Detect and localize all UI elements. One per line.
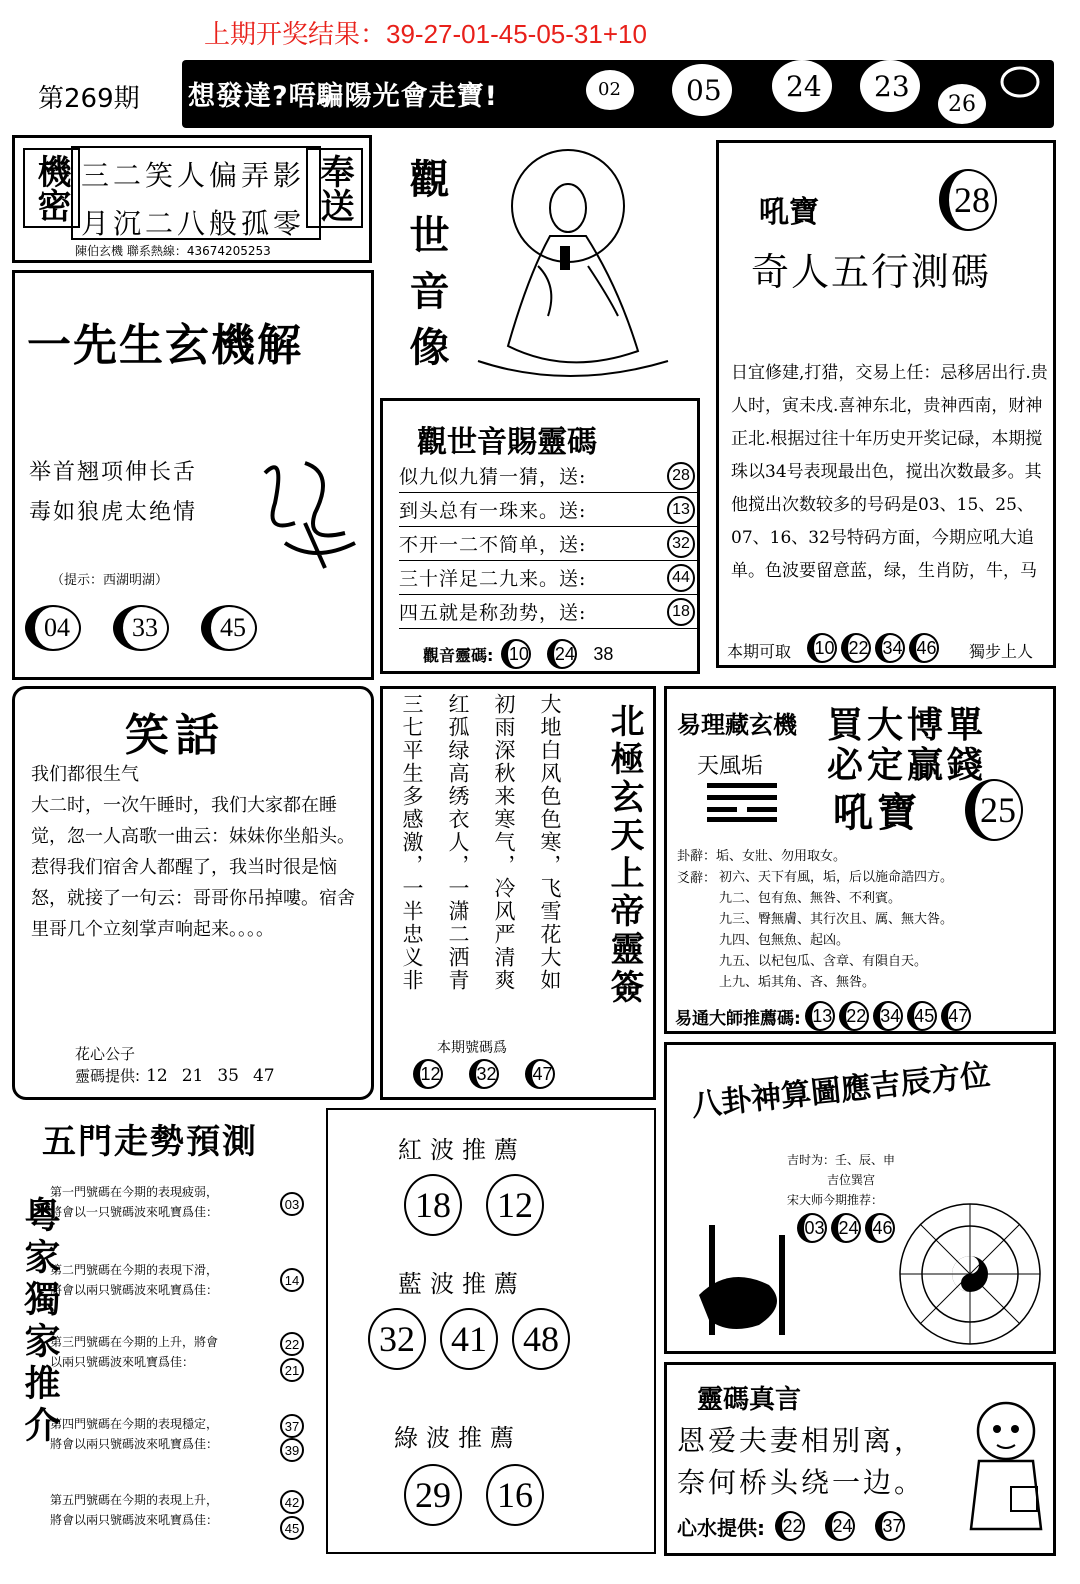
- wumen-num: 22: [280, 1332, 304, 1356]
- bagua-box: [664, 1042, 1056, 1354]
- code-row-num: 28: [667, 462, 695, 490]
- yixiansheng-hint: （提示：西湖明湖）: [51, 573, 169, 588]
- beiji-nums: [413, 1059, 559, 1089]
- wuxing-num-2: 22: [841, 633, 871, 663]
- jimi-line2: 月沉二八般孤零: [81, 207, 306, 240]
- wumen-num: 37: [280, 1414, 304, 1438]
- banner-ball-2: 05: [686, 74, 722, 107]
- yili-gua-name: 天風垢: [697, 754, 764, 779]
- bo-blue-num-3: 48: [512, 1308, 570, 1370]
- bo-green-num-1: 29: [404, 1464, 462, 1526]
- lingma-box: [664, 1362, 1056, 1556]
- bo-blue-title: 藍波推薦: [398, 1270, 526, 1298]
- wumen-row-l1: 第三門號碼在今期的上升，將會: [50, 1335, 219, 1349]
- wumen-row-l2: 將會以兩只號碼波來吼寶爲佳：: [50, 1283, 219, 1297]
- wumen-row-l2: 以兩只號碼波來吼寶爲佳：: [50, 1355, 195, 1369]
- yili-yao-label: 爻辭：: [677, 871, 717, 886]
- code-row-num: 32: [667, 530, 695, 558]
- wumen-row: [50, 1260, 320, 1332]
- bo-green-nums: [398, 1464, 544, 1526]
- wumen-row-l2: 將會以兩只號碼波來吼寶爲佳：: [50, 1513, 219, 1527]
- wuxing-title: 奇人五行測碼: [751, 250, 992, 294]
- joke-box: [12, 686, 374, 1100]
- wumen-row-l1: 第五門號碼在今期的表現上升，: [50, 1493, 219, 1507]
- last-result-value: 39-27-01-45-05-31+10: [386, 19, 647, 49]
- wumen-num: 03: [280, 1192, 304, 1216]
- yixiansheng-title: 一先生玄機解: [27, 320, 303, 371]
- jimi-right-tag: 奉送: [306, 148, 363, 228]
- banner-slogan: 想發達?唔騙陽光會走寶!: [188, 81, 498, 112]
- lingma-footer: [677, 1511, 909, 1541]
- wumen-row-l1: 第四門號碼在今期的表現穩定，: [50, 1417, 219, 1431]
- yili-num-1: 13: [805, 1001, 835, 1031]
- last-result-label: 上期开奖结果：: [204, 20, 387, 50]
- joke-num-2: 21: [181, 1065, 204, 1086]
- beiji-num-1: 12: [413, 1059, 443, 1089]
- joke-body: 我们都很生气 大二时，一次午睡时，我们大家都在睡觉，忽一人高歌一曲云：妹妹你坐船头。惹得我们宿舍人都醒了，我当时很是恼怒，就接了一句云：哥哥你吊掉嘍。宿舍里哥几个立刻掌声响起来。。。。: [31, 764, 355, 940]
- wumen-row: [50, 1490, 320, 1550]
- beiji-footer-label: 本期號碼爲: [437, 1040, 507, 1056]
- code-row-text: 三十洋足二九来。送:: [399, 568, 587, 590]
- beiji-column-4: 三七平生多感激，一半忠义非: [400, 693, 424, 992]
- banner-ball-3: 24: [786, 70, 822, 103]
- bo-red-nums: [398, 1174, 544, 1236]
- yixiansheng-ball-2: 33: [113, 605, 169, 651]
- wumen-num: 42: [280, 1490, 304, 1514]
- code-row-num: 18: [667, 598, 695, 626]
- guanyin-figure-image: [468, 146, 678, 386]
- joke-nums: [75, 1065, 275, 1086]
- jimi-left-tag: 機密: [23, 148, 80, 228]
- yixiansheng-ball-1: 04: [25, 605, 81, 651]
- joke-num-4: 47: [252, 1065, 275, 1086]
- wuxing-footer-sign: 獨步上人: [969, 642, 1034, 661]
- code-row: [399, 493, 699, 527]
- lingma-line2: 奈何桥头绕一边。: [677, 1466, 926, 1499]
- yili-footer-label: 易通大師推薦碼:: [675, 1008, 801, 1029]
- bagua-nums: [797, 1213, 899, 1243]
- wumen-row: [50, 1414, 320, 1490]
- wuxing-body: 日宜修建,打猎，交易上任：忌移居出行.贵人时，寅未戌.喜神东北，贵神西南，财神正北.根据过往十年历史开奖记碌，本期搅珠以34号表现最出色，搅出次数最多。其他搅出次数较多的号码是03、15、25、07、16、32号特码方面，今期应吼大追单。色波要留意蓝，绿，生肖防，牛，马: [731, 363, 1048, 581]
- beiji-side-title: 北極玄天上帝靈簽: [604, 703, 644, 1007]
- wumen-side-title: 粵家獨家推介: [19, 1196, 60, 1448]
- monk-cartoon-image: [961, 1391, 1051, 1531]
- beiji-columns: [389, 693, 573, 1033]
- beiji-column-1: 大地白风色色寒，飞雪花大如: [538, 693, 562, 992]
- joke-title: 笑話: [125, 710, 225, 761]
- code-row: [399, 561, 699, 595]
- yili-yao-list: [719, 867, 953, 993]
- bo-red-title: 紅波推薦: [398, 1136, 526, 1164]
- bo-blue-num-2: 41: [440, 1308, 498, 1370]
- wumen-num: 14: [280, 1268, 304, 1292]
- bo-green-num-2: 16: [486, 1464, 544, 1526]
- yili-num-4: 45: [907, 1001, 937, 1031]
- wuxing-hou-bao: 吼寶: [759, 195, 819, 230]
- bo-blue-nums: [368, 1308, 570, 1370]
- yao-line: 九四、包無魚、起凶。: [719, 933, 850, 948]
- lingma-provide-label: 心水提供:: [677, 1515, 765, 1540]
- yili-footer: [675, 1001, 975, 1031]
- wumen-row-l2: 將會以兩只號碼波來吼寶爲佳：: [50, 1437, 219, 1451]
- yili-hou-bao: 吼寶: [833, 790, 921, 836]
- code-row-text: 到头总有一珠来。送:: [399, 500, 587, 522]
- bo-green-title: 綠波推薦: [394, 1424, 522, 1452]
- jimi-contact: 陳伯玄機 聯系熱線：43674205253: [75, 244, 271, 258]
- guanyin-footer-num-2: 24: [547, 639, 577, 669]
- wumen-rows: [50, 1182, 320, 1550]
- code-row-num: 13: [667, 496, 695, 524]
- jimi-box: [12, 135, 372, 263]
- guanyin-codes-rows: [399, 459, 699, 629]
- yixiansheng-balls: [25, 605, 257, 651]
- yao-line: 九三、臀無膚、其行次且、厲、無大咎。: [719, 912, 954, 927]
- wumen-row: [50, 1182, 320, 1260]
- yili-num-2: 22: [839, 1001, 869, 1031]
- yili-big1: 買大博單: [827, 705, 988, 746]
- guanyin-footer-num-3: 38: [593, 643, 614, 664]
- lingma-line1: 恩爱夫妻相别离，: [677, 1424, 926, 1457]
- guanyin-codes-footer-label: 觀音靈碼:: [423, 645, 494, 665]
- code-row-text: 不开一二不简单，送:: [399, 534, 587, 556]
- wuxing-footer-nums: [807, 633, 943, 663]
- joke-num-1: 12: [146, 1065, 168, 1086]
- wumen-title: 五門走勢預測: [42, 1122, 258, 1162]
- wumen-num: 21: [280, 1358, 304, 1382]
- issue-number: 第269期: [38, 84, 140, 114]
- code-row: [399, 459, 699, 493]
- bagua-num-2: 24: [831, 1213, 861, 1243]
- yili-hou-num: 25: [965, 779, 1023, 841]
- banner-ball-1: 02: [598, 79, 621, 100]
- bo-blue-num-1: 32: [368, 1308, 426, 1370]
- wumen-row-l2: 將會以一只號碼波來吼寶爲佳：: [50, 1205, 219, 1219]
- guanyin-codes-footer: [423, 639, 613, 669]
- code-row-text: 似九似九猜一猜，送:: [399, 466, 587, 488]
- banner-ball-4: 23: [874, 70, 910, 103]
- yili-left-title: 易理藏玄機: [677, 711, 797, 739]
- bagua-diagram-image: [895, 1199, 1045, 1349]
- bagua-line1: 吉时为：壬、辰、申: [787, 1153, 896, 1167]
- guanyin-codes-title: 觀世音賜靈碼: [417, 425, 597, 460]
- yixiansheng-poem-1: 举首翘项伸长舌: [29, 460, 198, 485]
- wuxing-num-1: 10: [807, 633, 837, 663]
- joke-sign: 花心公子: [75, 1045, 136, 1063]
- bagua-num-3: 46: [865, 1213, 895, 1243]
- beiji-column-3: 红孤绿高绣衣人，一潇二洒青: [446, 693, 470, 992]
- wumen-num: 39: [280, 1438, 304, 1462]
- yili-gua-ci: 卦辭：垢、女壯、勿用取女。: [677, 849, 847, 864]
- code-row-text: 四五就是称劲势，送:: [399, 602, 587, 624]
- lingma-title: 靈碼真言: [697, 1385, 802, 1415]
- joke-provide-label: 靈碼提供:: [75, 1067, 141, 1085]
- wuxing-num-3: 34: [875, 633, 905, 663]
- beiji-column-2: 初雨深秋来寒气，冷风严清爽: [492, 693, 516, 992]
- wumen-row-l1: 第一門號碼在今期的表現疲弱，: [50, 1185, 219, 1199]
- wuxing-footer-label: 本期可取: [727, 642, 792, 661]
- yili-num-5: 47: [941, 1001, 971, 1031]
- last-result: [204, 14, 647, 51]
- lingma-num-1: 22: [775, 1511, 805, 1541]
- gua-symbol-icon: [707, 783, 777, 823]
- ox-figure-image: [689, 1225, 799, 1345]
- code-row: [399, 527, 699, 561]
- yao-line: 上九、垢其角、吝、無咎。: [719, 975, 876, 990]
- handwriting-image: [245, 443, 365, 573]
- yao-line: 九五、以杞包瓜、含章、有隕自天。: [719, 954, 928, 969]
- lingma-num-3: 37: [875, 1511, 905, 1541]
- wumen-row: [50, 1332, 320, 1414]
- yili-big2: 必定贏錢: [827, 745, 988, 786]
- bagua-title: 八卦神算圖應吉辰方位: [689, 1057, 992, 1124]
- code-row-num: 44: [667, 564, 695, 592]
- bo-red-num-2: 12: [486, 1174, 544, 1236]
- bo-box: [326, 1108, 656, 1554]
- wumen-row-l1: 第二門號碼在今期的表現下滑，: [50, 1263, 219, 1277]
- yixiansheng-ball-3: 45: [201, 605, 257, 651]
- yao-line: 九二、包有魚、無咎、不利賓。: [719, 891, 902, 906]
- jimi-line1: 三二笑人偏弄影: [81, 159, 306, 192]
- guanyin-footer-num-1: 10: [501, 639, 531, 669]
- guanyin-codes-box: [380, 398, 700, 674]
- yixiansheng-poem-2: 毒如狼虎太绝情: [29, 500, 198, 525]
- banner-ball-5: 26: [948, 92, 976, 117]
- yao-line: 初六、天下有風，垢，后以施命誥四方。: [719, 870, 954, 885]
- wuxing-num-4: 46: [909, 633, 939, 663]
- yixiansheng-box: [12, 270, 374, 680]
- wumen-num: 45: [280, 1516, 304, 1540]
- beiji-num-3: 47: [525, 1059, 555, 1089]
- bagua-line3: 宋大师今期推荐：: [787, 1193, 884, 1207]
- bagua-line2: 吉位巽宫: [827, 1173, 876, 1187]
- beiji-num-2: 32: [469, 1059, 499, 1089]
- wuxing-box: [716, 140, 1056, 668]
- code-row: [399, 595, 699, 629]
- yili-box: [664, 686, 1056, 1034]
- wumen-section: [12, 1106, 318, 1576]
- wuxing-hou-num: 28: [939, 169, 997, 231]
- bo-red-num-1: 18: [404, 1174, 462, 1236]
- joke-num-3: 35: [217, 1065, 239, 1086]
- yili-num-3: 34: [873, 1001, 903, 1031]
- guanyin-vertical-title: 觀世音像: [403, 158, 450, 382]
- bagua-num-1: 03: [797, 1213, 827, 1243]
- beiji-box: [380, 686, 656, 1100]
- banner: [182, 60, 1054, 128]
- lingma-num-2: 24: [825, 1511, 855, 1541]
- jimi-poem-frame: [71, 146, 321, 240]
